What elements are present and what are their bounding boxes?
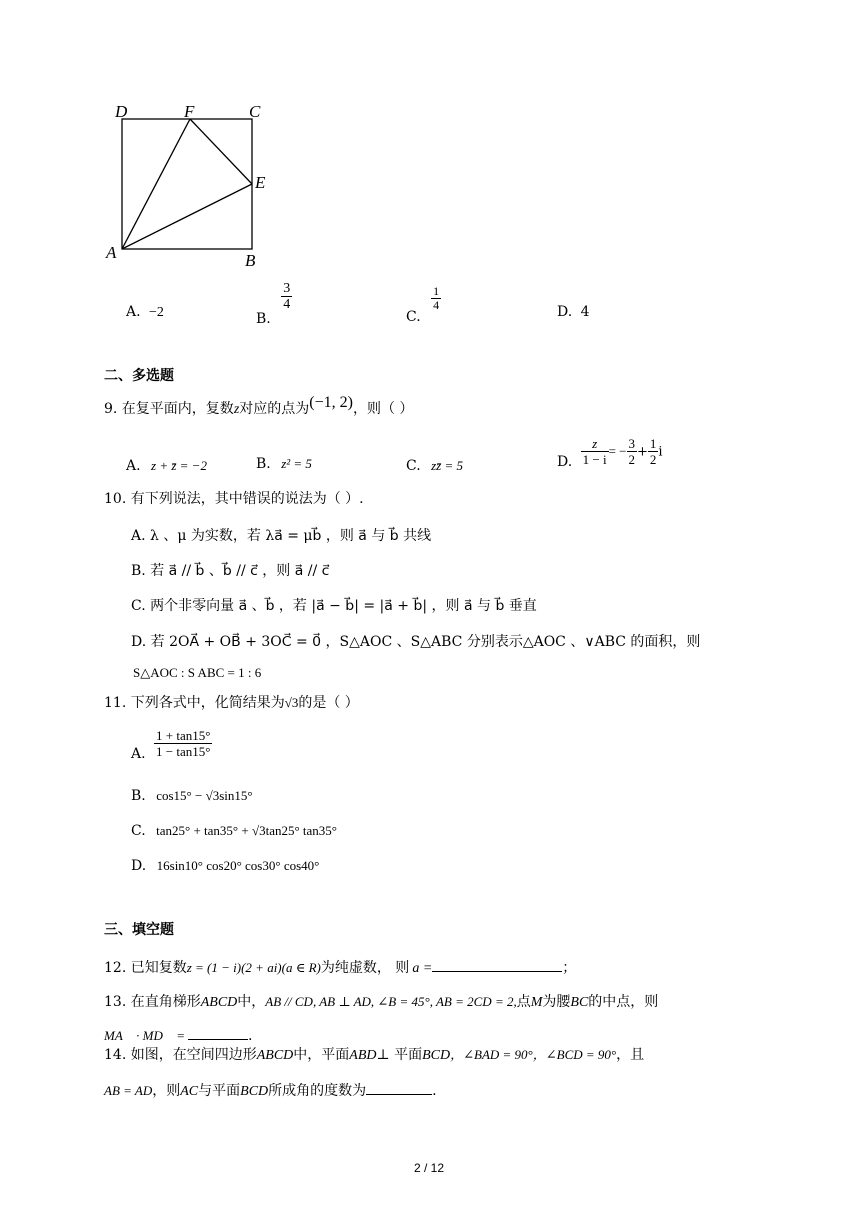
q11-option-b — [131, 787, 253, 805]
q13-text: 13. 在直角梯形 — [104, 994, 201, 1010]
q14-text: ，且 — [616, 1047, 645, 1063]
q14-line2 — [104, 1080, 437, 1101]
q14-expr: ，∠BAD = 90° — [450, 1047, 533, 1062]
segment-ae — [122, 184, 252, 249]
q14-text: 所成角的度数为 — [268, 1083, 367, 1099]
numerator: z — [581, 436, 609, 452]
q9-var: z — [233, 402, 240, 417]
q13-text: 为腰 — [542, 994, 571, 1010]
numerator: 3 — [628, 436, 636, 451]
segment-af — [122, 119, 190, 249]
denominator: 2 — [649, 452, 657, 467]
label-c: C — [249, 102, 261, 121]
q9-text: 9. 在复平面内，复数 — [104, 401, 234, 417]
q9-option-d — [557, 436, 663, 470]
option-letter: A. — [126, 304, 141, 320]
q13-text: 点 — [516, 994, 531, 1010]
option-letter: D. — [131, 858, 147, 874]
label-d: D — [115, 102, 128, 121]
q8-option-a — [126, 303, 164, 322]
expr-part: + — [637, 444, 648, 460]
fraction — [648, 436, 659, 467]
segment-fe — [190, 119, 252, 184]
section-title-multiple-choice: 二、多选题 — [104, 368, 174, 384]
q14-text: . — [432, 1083, 437, 1099]
square-abcd — [122, 119, 252, 249]
option-expr: z + z̄ = −2 — [151, 458, 207, 473]
q13-expr: MA⃗ · MD⃗ = — [104, 1028, 185, 1043]
q11-option-a — [131, 728, 212, 762]
denominator: 1 − tan15° — [156, 744, 211, 759]
option-letter: C. — [406, 308, 421, 325]
q9-text: 对应的点为 — [239, 401, 310, 417]
numerator: 3 — [283, 281, 291, 296]
fraction — [627, 436, 638, 467]
q12 — [104, 957, 576, 978]
q12-text: 12. 已知复数 — [104, 960, 187, 976]
q12-expr: z = (1 − i)(2 + ai)(a ∈ R) — [186, 960, 321, 975]
option-letter: C. — [131, 823, 146, 839]
label-f: F — [184, 102, 195, 121]
q14-text: 中，平面 — [293, 1047, 350, 1063]
q14-var: ABCD — [256, 1048, 294, 1063]
option-expr: z² = 5 — [281, 456, 312, 471]
answer-blank[interactable] — [432, 957, 562, 972]
q13-var: ABCD — [200, 995, 238, 1010]
q11-option-c — [131, 822, 337, 840]
denominator: 1 − i — [582, 452, 607, 467]
q12-var: a = — [412, 961, 433, 976]
q10-option-b: B. 若 a⃗ // b⃗ 、b⃗ // c⃗ ，则 a⃗ // c⃗ — [131, 563, 330, 579]
q14-text: 14. 如图，在空间四边形 — [104, 1047, 257, 1063]
fraction — [581, 436, 609, 467]
q9-option-a — [126, 457, 207, 475]
numerator: 1 + tan15° — [156, 728, 211, 743]
expr-part: i — [658, 444, 663, 460]
q9-point: (−1, 2) — [309, 394, 353, 411]
q13-text: 的中点，则 — [588, 994, 659, 1010]
q13-text: . — [247, 1028, 253, 1044]
option-letter: B. — [131, 788, 146, 804]
q13-text: 中， — [237, 994, 266, 1010]
option-letter: A. — [131, 745, 146, 762]
fraction — [281, 281, 292, 312]
label-e: E — [255, 173, 266, 192]
q9-option-b — [256, 455, 312, 473]
q11-option-d — [131, 857, 319, 875]
q13-var: BC — [570, 995, 589, 1010]
q13-cond: AB // CD, AB ⊥ AD, ∠B = 45°, AB = 2CD = 2, — [265, 994, 517, 1009]
q11-text: 的是（ ） — [298, 695, 359, 711]
option-value: 4 — [580, 304, 590, 320]
q14-expr: AB = AD — [104, 1083, 153, 1098]
q14-text: ，则 — [152, 1083, 181, 1099]
section-title-fill-in: 三、填空题 — [104, 922, 174, 938]
option-expr: zz̄ = 5 — [431, 458, 464, 473]
q11-stem — [104, 694, 359, 712]
q14-var: BCD — [240, 1084, 269, 1099]
q8-option-d — [557, 303, 590, 321]
denominator: 4 — [433, 298, 440, 312]
q9-option-c — [406, 457, 463, 475]
q12-text: 为纯虚数， 则 — [320, 960, 410, 976]
q14-text: 与平面 — [198, 1083, 241, 1099]
numerator: 1 — [433, 284, 440, 298]
q10-stem: 10. 有下列说法，其中错误的说法为（ ）. — [104, 491, 364, 507]
denominator: 2 — [628, 452, 636, 467]
q14-expr: ，∠BCD = 90° — [532, 1047, 617, 1062]
denominator: 4 — [283, 297, 291, 312]
q13-line1 — [104, 993, 658, 1012]
page-number: 2 / 12 — [414, 1161, 445, 1175]
q10-option-a: A. λ 、μ 为实数，若 λa⃗ = μb⃗ ，则 a⃗ 与 b⃗ 共线 — [131, 528, 432, 544]
option-value: −2 — [149, 305, 164, 320]
label-b: B — [245, 251, 256, 270]
q11-sqrt: √3 — [284, 695, 299, 710]
q9-text: ，则（ ） — [352, 401, 414, 417]
q11-text: 11. 下列各式中，化简结果为 — [104, 695, 285, 711]
fraction — [154, 728, 212, 759]
option-letter: B. — [256, 456, 271, 472]
q14-var: AC — [180, 1084, 199, 1099]
q14-text: ⊥ 平面 — [376, 1047, 423, 1063]
expr-part: = − — [608, 443, 627, 459]
label-a: A — [106, 243, 117, 262]
option-expr: cos15° − √3sin15° — [156, 788, 253, 803]
q10-option-d-line1: D. 若 2OA⃗ + OB⃗ + 3OC⃗ = 0⃗ ，S△AOC 、S△ABC 分别表示△AOC 、∨ABC 的面积，则 — [131, 634, 701, 650]
q9-stem — [104, 394, 414, 419]
option-letter: D. — [557, 453, 573, 470]
q14-line1 — [104, 1046, 644, 1065]
option-letter: B. — [256, 310, 271, 327]
q10-option-d-line2: S△AOC : S ABC = 1 : 6 — [133, 665, 262, 680]
option-letter: D. — [557, 304, 573, 320]
q13-line2 — [104, 1025, 252, 1045]
fraction — [431, 285, 441, 312]
q12-text: ； — [562, 960, 577, 976]
q14-var: BCD — [422, 1048, 451, 1063]
option-letter: A. — [126, 458, 141, 474]
q10-option-c: C. 两个非零向量 a⃗ 、b⃗ ，若 |a⃗ − b⃗| = |a⃗ + b⃗| ，则 a⃗ 与 b⃗ 垂直 — [131, 598, 537, 614]
q8-option-c — [406, 284, 441, 325]
q8-option-b — [256, 281, 292, 327]
answer-blank[interactable] — [366, 1080, 432, 1095]
q14-var: ABD — [349, 1048, 377, 1063]
option-letter: C. — [406, 458, 421, 474]
numerator: 1 — [649, 436, 657, 451]
answer-blank[interactable] — [188, 1025, 248, 1040]
option-expr: 16sin10° cos20° cos30° cos40° — [156, 858, 320, 873]
q13-var: M — [530, 995, 543, 1010]
option-expr: tan25° + tan35° + √3tan25° tan35° — [156, 823, 337, 838]
